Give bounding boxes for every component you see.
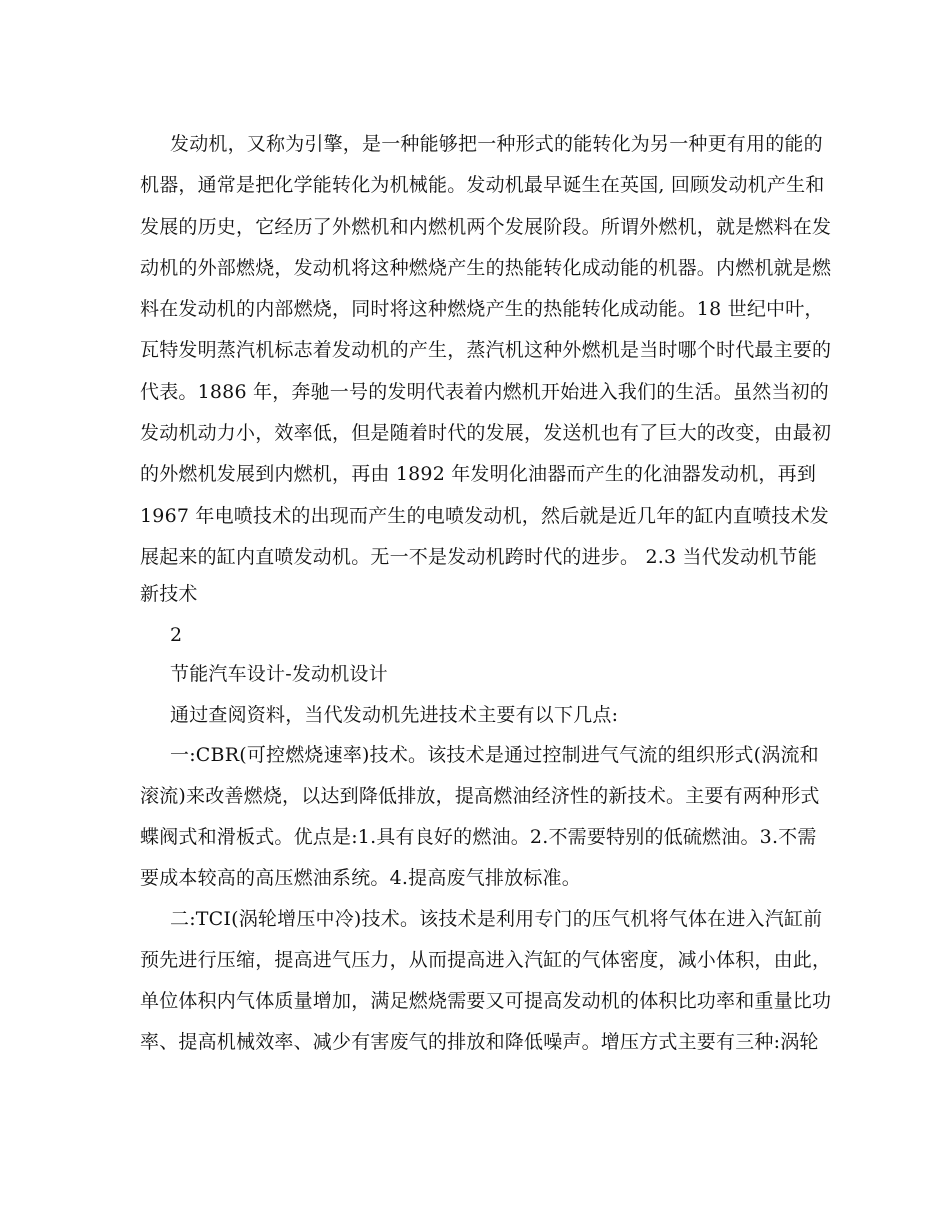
text-line: 机器，通常是把化学能转化为机械能。发动机最早诞生在英国, 回顾发动机产生和 — [140, 174, 825, 196]
text-line: 一:CBR(可控燃烧速率)技术。该技术是通过控制进气气流的组织形式(涡流和 — [170, 744, 819, 766]
text-line: 发动机，又称为引擎，是一种能够把一种形式的能转化为另一种更有用的能的 — [170, 133, 823, 155]
page-number: 2 — [170, 624, 183, 646]
text-line: 1967 年电喷技术的出现而产生的电喷发动机，然后就是近几年的缸内直喷技术发 — [140, 505, 829, 527]
running-header: 节能汽车设计-发动机设计 — [170, 663, 388, 685]
text-line: 的外燃机发展到内燃机，再由 1892 年发明化油器而产生的化油器发动机，再到 — [140, 463, 817, 485]
text-line: 瓦特发明蒸汽机标志着发动机的产生，蒸汽机这种外燃机是当时哪个时代最主要的 — [140, 339, 832, 361]
text-line: 料在发动机的内部燃烧，同时将这种燃烧产生的热能转化成动能。18 世纪中叶， — [140, 298, 824, 320]
text-line: 发展的历史，它经历了外燃机和内燃机两个发展阶段。所谓外燃机，就是燃料在发 — [140, 216, 832, 238]
text-line: 要成本较高的高压燃油系统。4.提高废气排放标准。 — [140, 867, 581, 889]
text-line: 率、提高机械效率、减少有害废气的排放和降低噪声。增压方式主要有三种:涡轮 — [140, 1031, 819, 1053]
text-line: 滚流)来改善燃烧，以达到降低排放，提高燃油经济性的新技术。主要有两种形式 — [140, 785, 820, 807]
text-line: 通过查阅资料，当代发动机先进技术主要有以下几点: — [170, 704, 619, 726]
text-line: 代表。1886 年，奔驰一号的发明代表着内燃机开始进入我们的生活。虽然当初的 — [140, 381, 829, 403]
text-line: 发动机动力小，效率低，但是随着时代的发展，发送机也有了巨大的改变，由最初 — [140, 422, 832, 444]
text-line: 新技术 — [140, 583, 198, 605]
text-line: 二:TCI(涡轮增压中冷)技术。该技术是利用专门的压气机将气体在进入汽缸前 — [170, 908, 823, 930]
text-line: 蝶阀式和滑板式。优点是:1.具有良好的燃油。2.不需要特别的低硫燃油。3.不需 — [140, 826, 817, 848]
text-line: 展起来的缸内直喷发动机。无一不是发动机跨时代的进步。 2.3 当代发动机节能 — [140, 546, 817, 568]
text-line: 预先进行压缩，提高进气压力，从而提高进入汽缸的气体密度，减小体积，由此， — [140, 949, 832, 971]
text-line: 单位体积内气体质量增加，满足燃烧需要又可提高发动机的体积比功率和重量比功 — [140, 990, 832, 1012]
text-line: 动机的外部燃烧，发动机将这种燃烧产生的热能转化成动能的机器。内燃机就是燃 — [140, 257, 832, 279]
